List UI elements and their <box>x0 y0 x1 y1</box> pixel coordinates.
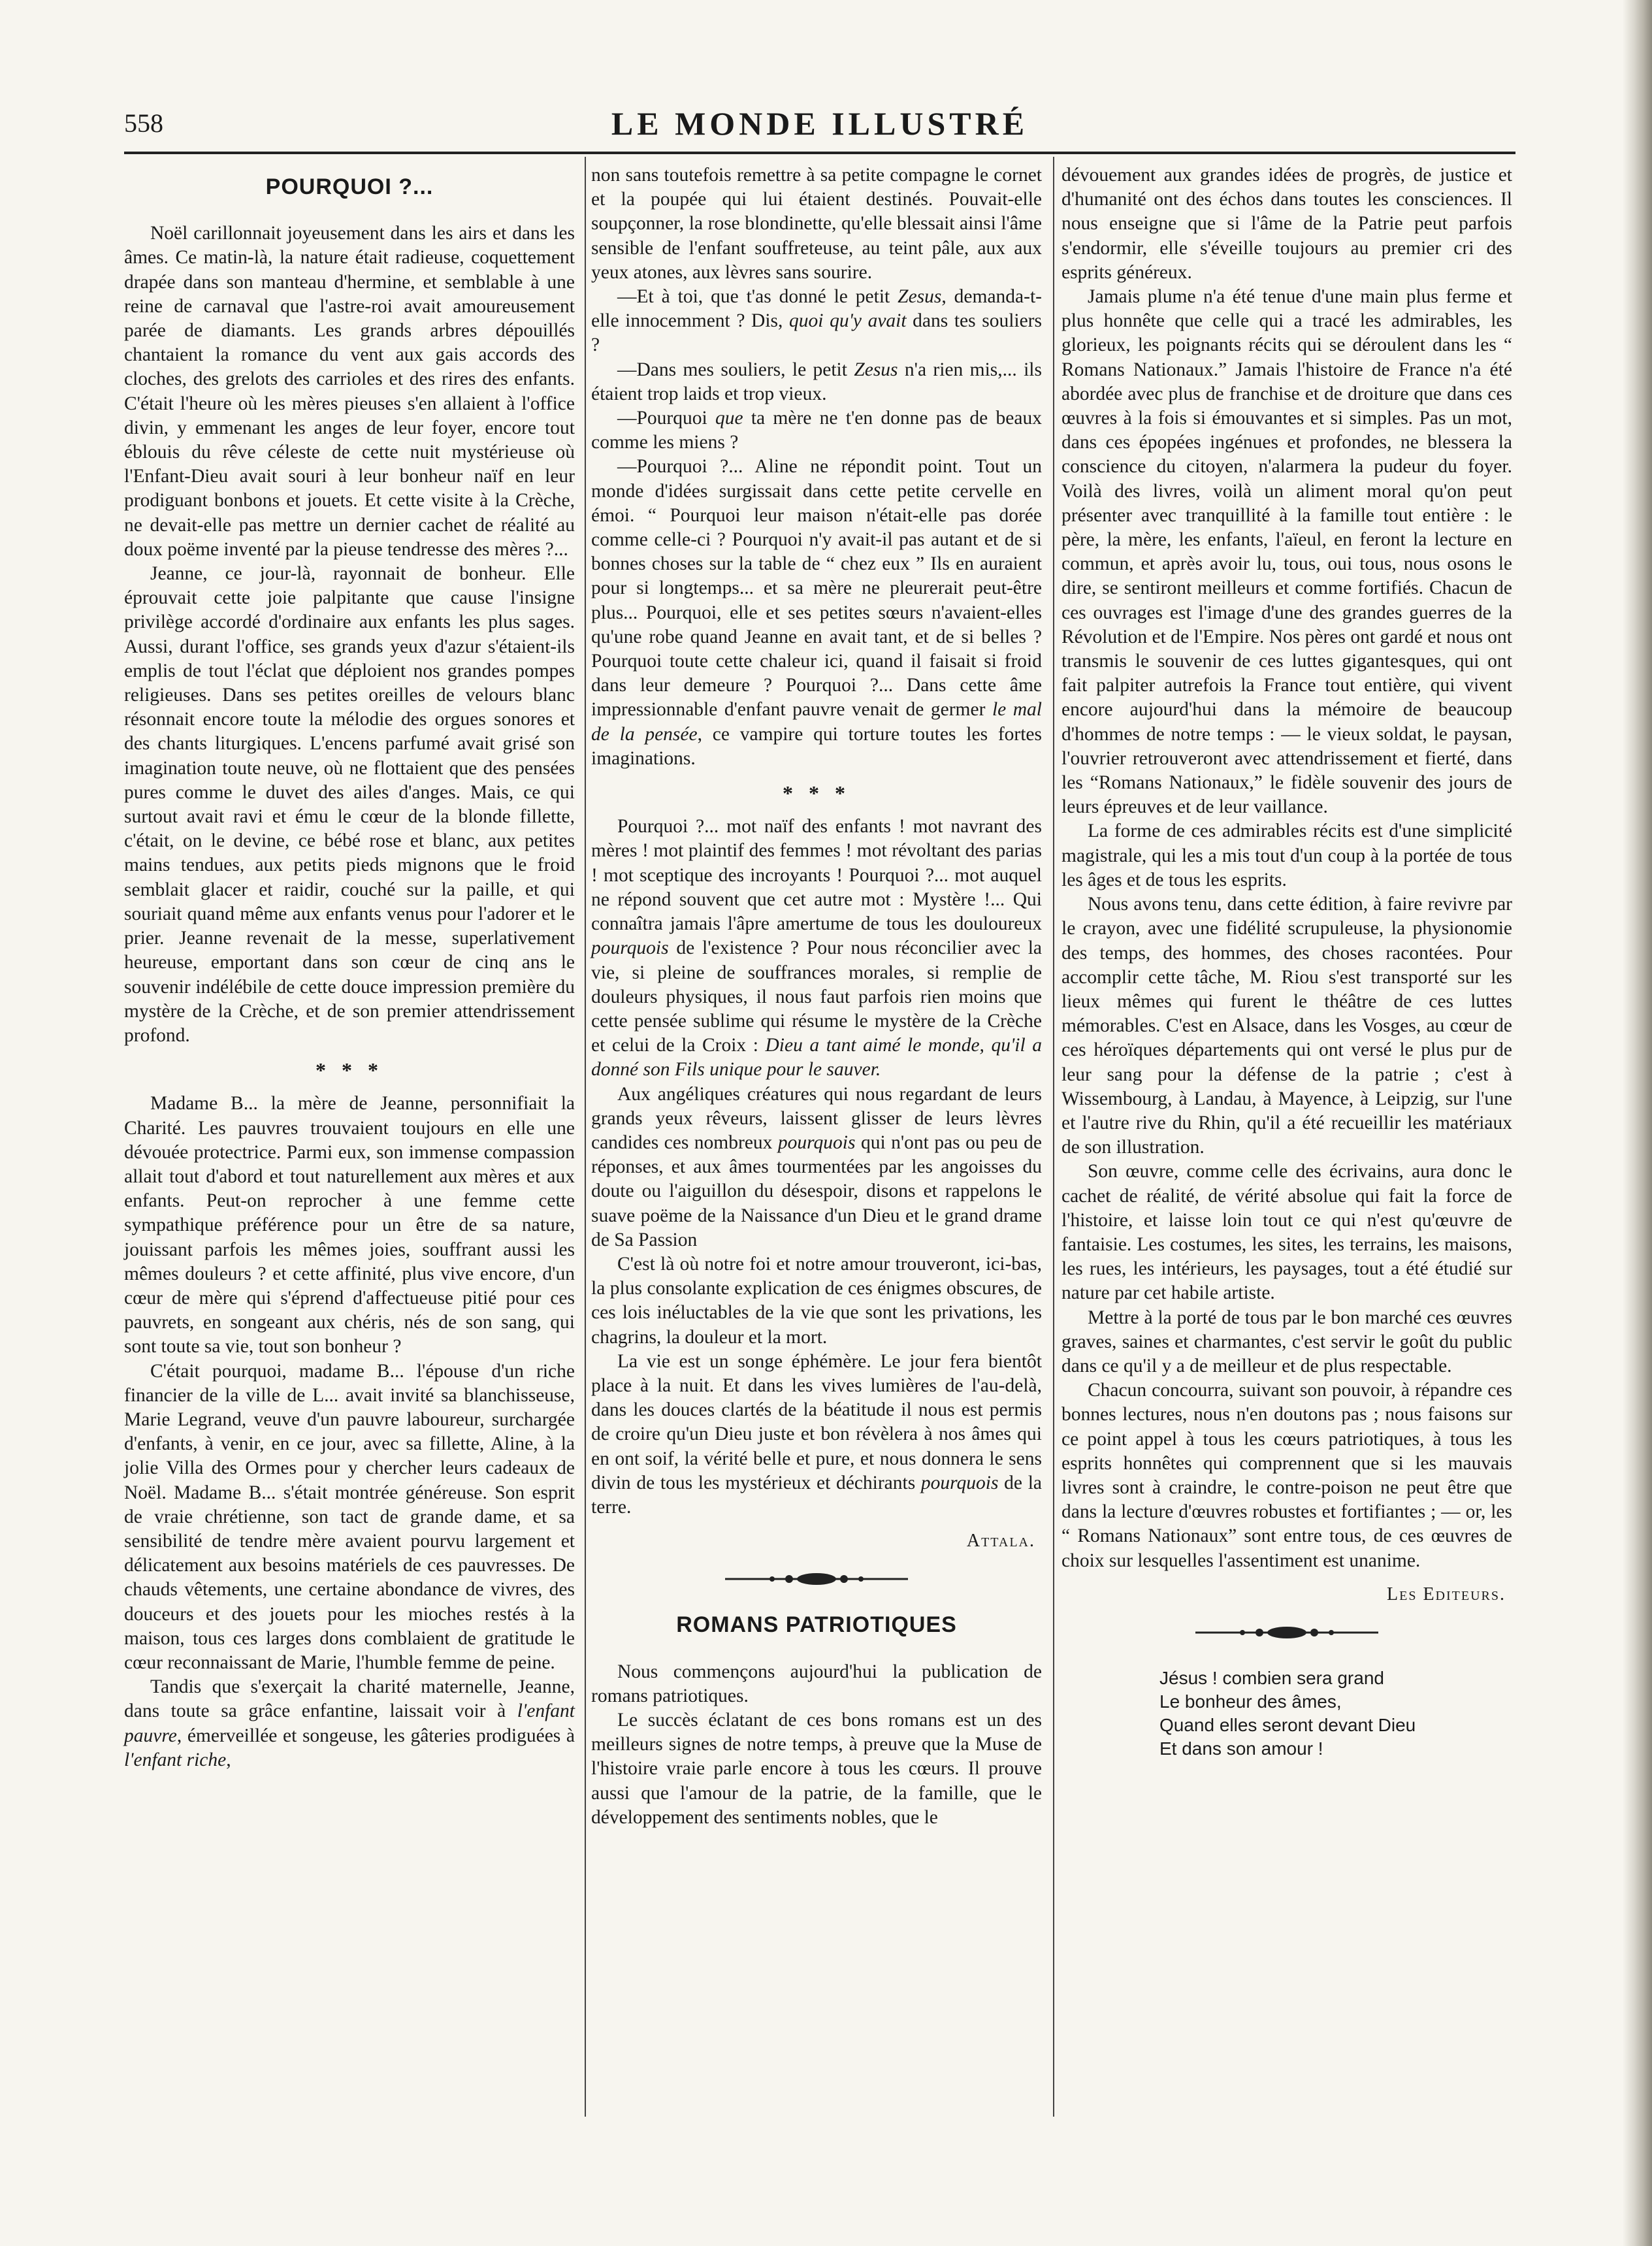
paragraph: Noël carillonnait joyeusement dans les airs et dans les âmes. Ce matin-là, la nature était radieuse, coquettement drapée dans son manteau d'hermine, et semblable à une reine de carnaval que l'astre-roi avait amoureusement parée de diamants. Les grands arbres dépouillés chantaient la romance du vent aux gais accords des cloches, des grelots des carrioles et des rires des enfants. C'était l'heure où les mères pieuses s'en allaient à l'office divin, y emmenant les anges de leur foyer, encore tout éblouis du rêve céleste de cette nuit mystérieuse où l'Enfant-Dieu avait souri à leur bonheur naïf en leur prodiguant bonbons et jouets. Et cette visite à la Crèche, ne devait-elle pas mettre un dernier cachet de réalité au doux poëme inventé par la pieuse tendresse des mères ?... <box>124 223 575 560</box>
poem-line: Jésus ! combien sera grand <box>1159 1667 1384 1688</box>
italic-run: pourquois <box>920 1472 999 1493</box>
column-rule-2 <box>1053 157 1054 2117</box>
italic-run: le mal de la pensée <box>591 699 1042 745</box>
article-title-romans-patriotiques: ROMANS PATRIOTIQUES <box>676 1612 957 1638</box>
italic-run: Dieu a tant aimé le monde, qu'il a donné son Fils unique pour le sauver. <box>591 1035 1042 1081</box>
paragraph: Nous avons tenu, dans cette édition, à faire revivre par le crayon, avec une fidélité scrupuleuse, la physionomie des temps, des hommes, des choses racontées. Pour accomplir cette tâche, M. Riou s'est transporté sur les lieux mêmes qui furent le théâtre de ces luttes mémorables. C'est en Alsace, dans les Vosges, au cœur de ces héroïques départements qui ont versé le plus pur de leur sang pour la défense de la patrie ; c'est à Wissembourg, à Landau, à Mayence, à Leipzig, sur l'une et l'autre rive du Rhin, qu'il a été recueillir les matériaux de son illustration. <box>1061 894 1512 1158</box>
ornament-divider-icon <box>719 1571 915 1587</box>
text-run: qui n'ont pas ou peu de réponses, et aux âmes tourmentées par les angoisses du doute ou l'aiguillon du désespoir, disons et rappelons le suave poëme de la Naissance d'un Dieu et le grand drame de Sa Passion <box>591 1131 1042 1250</box>
paragraph <box>591 815 1042 1082</box>
paragraph: Madame B... la mère de Jeanne, personnifiait la Charité. Les pauvres trouvaient toujours en elle une dévouée protectrice. Parmi eux, son immense compassion allait tout d'abord et tout naturellement aux mères et aux enfants. Peut-on reprocher à une femme cette sympathique préférence pour un être de sa nature, jouissant parfois les mêmes joies, souffrant aussi les mêmes douleurs ? et cette affinité, plus vive encore, d'un cœur de mère qui s'éprend d'affectueuse pitié pour ces pauvrets, en songeant aux chéris, nés de son sang, qui sont toute sa vie, tout son bonheur ? <box>124 1093 575 1358</box>
italic-run: l'enfant riche <box>124 1749 227 1770</box>
paragraph <box>591 285 1042 358</box>
text-run: —Pourquoi <box>617 408 715 429</box>
section-separator: * * * <box>783 781 850 806</box>
italic-run: quoi qu'y avait <box>789 310 907 332</box>
text-run: , émerveillée et songeuse, les gâteries prodiguées à <box>176 1725 575 1746</box>
scan-edge-shadow <box>1623 0 1652 2246</box>
text-run: n'a rien mis,... ils étaient trop laids et trop vieux. <box>591 359 1042 404</box>
paragraph: Jamais plume n'a été tenue d'une main plus ferme et plus honnête que celle qui a tracé les admirables, les glorieux, les poignants récits qui se déroulent dans les “ Romans Nationaux.” Jamais l'histoire de France n'a été abordée avec plus de franchise et de droiture que dans ces œuvres à la fois si émouvantes et si simples. Pas un mot, dans ces épopées ingénues et profondes, ne blessera la conscience du citoyen, n'alarmera la pudeur du foyer. Voilà des livres, voilà un aliment moral qu'on peut présenter avec tranquillité à la famille tout entière : le père, la mère, les enfants, l'aïeul, en feront la lecture en commun, et après avoir lu, tous, oui tous, nous osons le dire, se sentiront meilleurs et comme fortifiés. Chacun de ces ouvrages est l'image d'une des grandes guerres de la Révolution et de l'Empire. Nos pères ont gardé et nous ont transmis le souvenir de ces luttes gigantesques, qui ont fait palpiter autrefois la France tout entière, qui vivent encore aujourd'hui dans la mémoire de beaucoup d'hommes de notre temps : — le vieux soldat, le paysan, l'ouvrier retrouveront avec attendrissement et fierté, dans les “Romans Nationaux,” le fidèle souvenir des jours de leurs épreuves et de leur vaillance. <box>1061 286 1512 818</box>
italic-run: Zesus <box>854 359 898 380</box>
paragraph: La forme de ces admirables récits est d'une simplicité magistrale, qui les a mis tout d'un coup à la portée de tous les âges et de tous les esprits. <box>1061 821 1512 890</box>
italic-run: l'enfant pauvre <box>124 1701 575 1746</box>
paragraph <box>591 358 1042 406</box>
poem-line: Quand elles seront devant Dieu <box>1159 1714 1416 1735</box>
article-title-pourquoi: POURQUOI ?... <box>265 174 434 199</box>
paragraph <box>591 1350 1042 1520</box>
masthead: LE MONDE ILLUSTRÉ <box>611 105 1029 142</box>
paragraph: C'est là où notre foi et notre amour trouveront, ici-bas, la plus consolante explication de ces énigmes obscures, de ces lois inéluctables de la vie que sont les privations, les chagrins, la douleur et la mort. <box>591 1253 1042 1348</box>
paragraph: Le succès éclatant de ces bons romans est un des meilleurs signes de notre temps, à preuve que la Muse de l'histoire vraie parle encore à tous les cœurs. Il prouve aussi que l'amour de la patrie, de la famille, que le développement des sentiments nobles, que le <box>591 1709 1042 1828</box>
signature-editeurs: Les Editeurs. <box>1387 1584 1506 1604</box>
section-separator: * * * <box>316 1058 383 1082</box>
italic-run: pourquois <box>591 937 669 959</box>
text-run: Tandis que s'exerçait la charité maternelle, Jeanne, dans toute sa grâce enfantine, laissait voir à <box>124 1676 575 1722</box>
italic-run: que <box>715 408 743 429</box>
text-run: , ce vampire qui torture toutes les fortes imaginations. <box>591 723 1042 769</box>
paragraph: Jeanne, ce jour-là, rayonnait de bonheur. Elle éprouvait cette joie palpitante que cause l'insigne privilège accordé d'ordinaire aux enfants les plus sages. Aussi, durant l'office, ses grands yeux d'azur s'étaient-ils emplis de tout l'éclat que déploient nos grandes pompes religieuses. Dans ses petites oreilles de velours blanc résonnait encore toute la mélodie des orgues sonores et des chants liturgiques. L'encens parfumé avait grisé son imagination toute neuve, où ne flottaient que des pensées pures comme le duvet des ailes d'anges. Mais, ce qui surtout avait ravi et ému le cœur de la blonde fillette, c'était, on le devine, ce bébé rose et blanc, aux petites mains tendues, aux petits pieds mignons que le froid semblait glacer et raidir, couché sur la paille, et qui souriait quand même aux enfants venus pour l'adorer et le prier. Jeanne revenait de la messe, superlativement heureuse, emportant dans son cœur de cinq ans le souvenir indélébile de cette douce impression première du mystère de la Crèche, et de son premier attendrissement profond. <box>124 563 575 1046</box>
text-run: de la terre. <box>591 1472 1042 1518</box>
paragraph: dévouement aux grandes idées de progrès, de justice et d'humanité ont des échos dans toutes les consciences. Il nous enseigne que si l'âme de la Patrie peut parfois s'endormir, elle s'éveille toujours au premier cri des esprits généreux. <box>1061 165 1512 283</box>
text-run: La vie est un songe éphémère. Le jour fera bientôt place à la nuit. Et dans les vives lumières de l'au-delà, dans les douces clartés de la béatitude il nous est permis de croire qu'un Dieu juste et bon révèlera à nos âmes qui en ont soif, la vérité belle et pure, et nous donnera le sens divin de tous les mystérieux et déchirants <box>591 1350 1042 1493</box>
page-number: 558 <box>124 108 163 138</box>
poem <box>1159 1667 1512 1761</box>
signature-attala: Attala. <box>966 1531 1035 1552</box>
paragraph: non sans toutefois remettre à sa petite compagne le cornet et la poupée qui lui étaient destinés. Pouvait-elle soupçonner, la rose blondinette, qu'elle blessait ainsi l'âme sensible de l'enfant souffreteuse, au teint pâle, aux aux yeux atones, aux lèvres sans sourire. <box>591 165 1042 283</box>
text-run: de l'existence ? Pour nous réconcilier avec la vie, si pleine de souffrances morales, si remplie de douleurs physiques, il nous faut parfois rien moins que cette pensée sublime qui résume le mystère de la Crèche et celui de la Croix : <box>591 937 1042 1056</box>
poem-line: Le bonheur des âmes, <box>1159 1691 1342 1712</box>
text-run: dans tes souliers ? <box>591 310 1042 356</box>
text-run: Pourquoi ?... mot naïf des enfants ! mot navrant des mères ! mot plaintif des femmes ! mot révoltant des parias ! mot sceptique des incroyants ! Pourquoi ?... mot auquel ne répond souvent que cet autre mot : Mystère !... Qui connaîtra jamais l'âpre amertume de tous les douloureux <box>591 816 1042 935</box>
paragraph <box>124 1675 575 1772</box>
text-run: , <box>226 1749 231 1770</box>
italic-run: Zesus <box>898 286 942 308</box>
italic-run: pourquois <box>777 1131 856 1153</box>
column-1 <box>124 163 575 1772</box>
column-2 <box>591 163 1042 1830</box>
text-run: —Dans mes souliers, le petit <box>617 359 854 380</box>
paragraph: Nous commençons aujourd'hui la publication de romans patriotiques. <box>591 1661 1042 1706</box>
column-3 <box>1061 163 1512 1761</box>
text-run: —Et à toi, que t'as donné le petit <box>617 286 898 308</box>
text-run: —Pourquoi ?... Aline ne répondit point. Tout un monde d'idées surgissait dans cette petite cervelle en émoi. “ Pourquoi leur maison n'était-elle pas dorée comme celle-ci ? Pourquoi n'y avait-il pas autant et de si bonnes choses sur la table de “ chez eux ” Ils en auraient pour si longtemps... et sa mère ne pleurerait peut-être plus... Pourquoi, elle et ses petites sœurs n'avaient-elles qu'une robe quand Jeanne en avait tant, et de si belles ? Pourquoi toute cette chaleur ici, quand il faisait si froid dans leur demeure ? Pourquoi ?... Dans cette âme impressionnable d'enfant pauvre venait de germer <box>591 456 1042 721</box>
paragraph: Chacun concourra, suivant son pouvoir, à répandre ces bonnes lectures, nous n'en doutons pas ; nous faisons sur ce point appel à tous les cœurs patriotiques, à tous les esprits honnêtes qui comprennent que si les mauvais livres sont à craindre, le contre-poison ne peut être que dans la lecture d'œuvres robustes et fortifiantes ; — or, les “ Romans Nationaux” sont entre tous, de ces œuvres de choix sur lesquelles l'assentiment est unanime. <box>1061 1380 1512 1571</box>
paragraph: Mettre à la porté de tous par le bon marché ces œuvres graves, saines et charmantes, c'est servir le goût du public dans ce qu'il y a de meilleur et de plus respectable. <box>1061 1307 1512 1376</box>
text-run: ta mère ne t'en donne pas de beaux comme les miens ? <box>591 408 1042 453</box>
paragraph: Son œuvre, comme celle des écrivains, aura donc le cachet de réalité, de vérité absolue qui fait la force de l'histoire, et laisse loin tout ce qui n'est qu'œuvre de fantaisie. Les costumes, les sites, les terrains, les maisons, les rues, les intérieurs, les paysages, tout a été étudié sur nature par cet habile artiste. <box>1061 1161 1512 1304</box>
text-run: , demanda-t-elle innocemment ? Dis, <box>591 286 1042 332</box>
ornament-divider-icon <box>1189 1625 1385 1640</box>
paragraph: C'était pourquoi, madame B... l'épouse d'un riche financier de la ville de L... avait invité sa blanchisseuse, Marie Legrand, veuve d'un pauvre laboureur, surchargée d'enfants, à venir, en ce jour, avec sa fillette, Aline, à la jolie Villa des Ormes pour y chercher leurs cadeaux de Noël. Madame B... s'était montrée généreuse. Son esprit de vraie chrétienne, son tact de grande dame, et sa sensibilité de tendre mère avaient pourvu largement et délicatement aux besoins matériels de ces pauvresses. De chauds vêtements, une certaine abondance de vivres, des douceurs et des jouets pour les mioches restés à la maison, tous ces larges dons comblaient de gratitude le cœur reconnaissant de Marie, l'humble femme de peine. <box>124 1360 575 1673</box>
paragraph <box>591 455 1042 771</box>
text-run: Aux angéliques créatures qui nous regardant de leurs grands yeux rêveurs, laissent glisser de leurs lèvres candides ces nombreux <box>591 1083 1042 1153</box>
page-header <box>124 105 1515 150</box>
column-rule-1 <box>585 157 586 2117</box>
paragraph <box>591 1082 1042 1252</box>
header-rule <box>124 152 1515 154</box>
poem-line: Et dans son amour ! <box>1159 1738 1323 1759</box>
paragraph <box>591 406 1042 455</box>
